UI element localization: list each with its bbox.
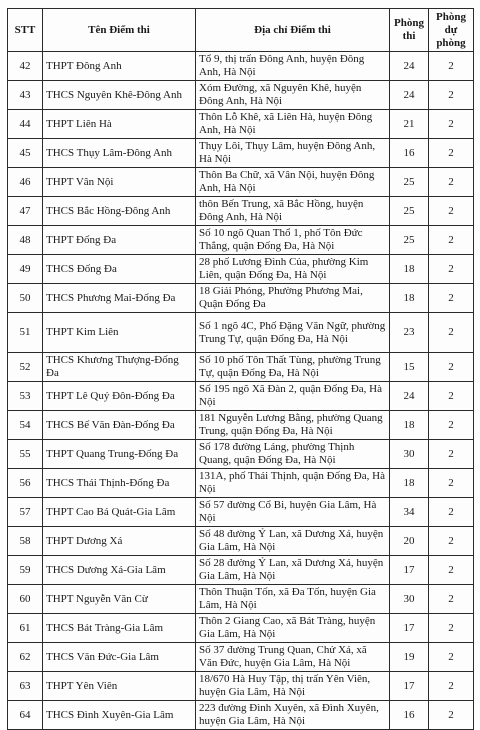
cell-venue-address: 223 đường Đình Xuyên, xã Đình Xuyên, huyện Gia Lâm, Hà Nội <box>196 701 390 730</box>
cell-reserve-rooms: 2 <box>429 255 474 284</box>
cell-reserve-rooms: 2 <box>429 382 474 411</box>
cell-venue-name: THCS Văn Đức-Gia Lâm <box>43 643 196 672</box>
cell-exam-rooms: 21 <box>390 110 429 139</box>
cell-exam-rooms: 18 <box>390 255 429 284</box>
cell-venue-address: Thụy Lôi, Thụy Lâm, huyện Đông Anh, Hà Nội <box>196 139 390 168</box>
table-row <box>8 139 474 168</box>
cell-reserve-rooms: 2 <box>429 643 474 672</box>
cell-venue-address: Thôn Ba Chữ, xã Vân Nội, huyện Đông Anh, Hà Nội <box>196 168 390 197</box>
cell-venue-address: 131A, phố Thái Thịnh, quận Đống Đa, Hà Nội <box>196 469 390 498</box>
cell-venue-address: Số 57 đường Cổ Bi, huyện Gia Lâm, Hà Nội <box>196 498 390 527</box>
cell-exam-rooms: 18 <box>390 411 429 440</box>
cell-venue-name: THPT Liên Hà <box>43 110 196 139</box>
cell-exam-rooms: 30 <box>390 585 429 614</box>
cell-venue-name: THPT Đông Anh <box>43 52 196 81</box>
cell-venue-address: 18/670 Hà Huy Tập, thị trấn Yên Viên, huyện Gia Lâm, Hà Nội <box>196 672 390 701</box>
cell-venue-name: THCS Bế Văn Đàn-Đống Đa <box>43 411 196 440</box>
cell-reserve-rooms: 2 <box>429 411 474 440</box>
cell-venue-address: 18 Giải Phóng, Phường Phương Mai, Quận Đống Đa <box>196 284 390 313</box>
cell-stt: 44 <box>8 110 43 139</box>
cell-venue-name: THCS Thái Thịnh-Đống Đa <box>43 469 196 498</box>
cell-venue-name: THCS Đình Xuyên-Gia Lâm <box>43 701 196 730</box>
cell-exam-rooms: 34 <box>390 498 429 527</box>
cell-stt: 55 <box>8 440 43 469</box>
cell-venue-name: THCS Bắc Hồng-Đông Anh <box>43 197 196 226</box>
cell-reserve-rooms: 2 <box>429 353 474 382</box>
cell-venue-name: THPT Lê Quý Đôn-Đống Đa <box>43 382 196 411</box>
table-row <box>8 556 474 585</box>
cell-stt: 57 <box>8 498 43 527</box>
header-venue-name: Tên Điểm thi <box>43 9 196 52</box>
table-row <box>8 226 474 255</box>
cell-venue-address: Số 195 ngõ Xã Đàn 2, quận Đống Đa, Hà Nội <box>196 382 390 411</box>
cell-venue-address: Tổ 9, thị trấn Đông Anh, huyện Đông Anh, Hà Nội <box>196 52 390 81</box>
cell-exam-rooms: 24 <box>390 81 429 110</box>
cell-venue-name: THPT Yên Viên <box>43 672 196 701</box>
cell-exam-rooms: 25 <box>390 168 429 197</box>
cell-exam-rooms: 15 <box>390 353 429 382</box>
cell-venue-address: Số 178 đường Láng, phường Thịnh Quang, quận Đống Đa, Hà Nội <box>196 440 390 469</box>
cell-venue-address: Số 10 ngõ Quan Thổ 1, phố Tôn Đức Thắng, quận Đống Đa, Hà Nội <box>196 226 390 255</box>
table-row <box>8 643 474 672</box>
cell-venue-address: Xóm Đường, xã Nguyên Khê, huyện Đông Anh, Hà Nội <box>196 81 390 110</box>
table-row <box>8 411 474 440</box>
cell-reserve-rooms: 2 <box>429 284 474 313</box>
exam-venue-table <box>7 8 474 730</box>
cell-stt: 59 <box>8 556 43 585</box>
cell-exam-rooms: 20 <box>390 527 429 556</box>
cell-venue-address: Thôn Thuận Tốn, xã Đa Tốn, huyện Gia Lâm, Hà Nội <box>196 585 390 614</box>
cell-reserve-rooms: 2 <box>429 469 474 498</box>
cell-reserve-rooms: 2 <box>429 701 474 730</box>
header-venue-address: Địa chỉ Điểm thi <box>196 9 390 52</box>
table-row <box>8 701 474 730</box>
cell-reserve-rooms: 2 <box>429 168 474 197</box>
table-row <box>8 440 474 469</box>
cell-reserve-rooms: 2 <box>429 672 474 701</box>
cell-exam-rooms: 18 <box>390 284 429 313</box>
cell-venue-address: Số 48 đường Ỷ Lan, xã Dương Xá, huyện Gia Lâm, Hà Nội <box>196 527 390 556</box>
cell-venue-address: Số 10 phố Tôn Thất Tùng, phường Trung Tự, quận Đống Đa, Hà Nội <box>196 353 390 382</box>
table-row <box>8 614 474 643</box>
cell-venue-name: THPT Kim Liên <box>43 313 196 353</box>
table-row <box>8 527 474 556</box>
cell-venue-name: THCS Bát Tràng-Gia Lâm <box>43 614 196 643</box>
cell-stt: 50 <box>8 284 43 313</box>
table-header-row <box>8 9 474 52</box>
cell-reserve-rooms: 2 <box>429 614 474 643</box>
table-row <box>8 469 474 498</box>
cell-reserve-rooms: 2 <box>429 313 474 353</box>
cell-reserve-rooms: 2 <box>429 110 474 139</box>
cell-exam-rooms: 16 <box>390 701 429 730</box>
table-body <box>8 52 474 730</box>
cell-stt: 48 <box>8 226 43 255</box>
cell-venue-name: THCS Khương Thượng-Đống Đa <box>43 353 196 382</box>
cell-reserve-rooms: 2 <box>429 440 474 469</box>
table-row <box>8 313 474 353</box>
cell-exam-rooms: 30 <box>390 440 429 469</box>
cell-reserve-rooms: 2 <box>429 585 474 614</box>
cell-reserve-rooms: 2 <box>429 139 474 168</box>
header-reserve-rooms: Phòng dự phòng <box>429 9 474 52</box>
header-exam-rooms: Phòng thi <box>390 9 429 52</box>
cell-reserve-rooms: 2 <box>429 81 474 110</box>
cell-venue-address: Thôn Lỗ Khê, xã Liên Hà, huyện Đông Anh, Hà Nội <box>196 110 390 139</box>
cell-exam-rooms: 17 <box>390 672 429 701</box>
cell-stt: 43 <box>8 81 43 110</box>
table-row <box>8 498 474 527</box>
cell-stt: 49 <box>8 255 43 284</box>
table-row <box>8 672 474 701</box>
cell-exam-rooms: 25 <box>390 197 429 226</box>
header-stt: STT <box>8 9 43 52</box>
cell-exam-rooms: 18 <box>390 469 429 498</box>
cell-stt: 54 <box>8 411 43 440</box>
cell-stt: 62 <box>8 643 43 672</box>
cell-exam-rooms: 24 <box>390 52 429 81</box>
cell-reserve-rooms: 2 <box>429 527 474 556</box>
cell-venue-name: THPT Đống Đa <box>43 226 196 255</box>
cell-venue-name: THCS Nguyên Khê-Đông Anh <box>43 81 196 110</box>
cell-reserve-rooms: 2 <box>429 498 474 527</box>
cell-stt: 52 <box>8 353 43 382</box>
cell-venue-name: THCS Đống Đa <box>43 255 196 284</box>
table-row <box>8 110 474 139</box>
cell-stt: 42 <box>8 52 43 81</box>
cell-exam-rooms: 16 <box>390 139 429 168</box>
cell-exam-rooms: 24 <box>390 382 429 411</box>
cell-stt: 47 <box>8 197 43 226</box>
cell-reserve-rooms: 2 <box>429 226 474 255</box>
cell-venue-address: Số 37 đường Trung Quan, Chử Xá, xã Văn Đức, huyện Gia Lâm, Hà Nội <box>196 643 390 672</box>
cell-venue-name: THPT Quang Trung-Đống Đa <box>43 440 196 469</box>
cell-stt: 46 <box>8 168 43 197</box>
cell-venue-name: THPT Vân Nội <box>43 168 196 197</box>
cell-exam-rooms: 23 <box>390 313 429 353</box>
cell-stt: 51 <box>8 313 43 353</box>
table-row <box>8 353 474 382</box>
cell-exam-rooms: 17 <box>390 614 429 643</box>
cell-venue-address: Thôn 2 Giang Cao, xã Bát Tràng, huyện Gia Lâm, Hà Nội <box>196 614 390 643</box>
cell-stt: 63 <box>8 672 43 701</box>
cell-venue-address: thôn Bến Trung, xã Bắc Hồng, huyện Đông Anh, Hà Nội <box>196 197 390 226</box>
cell-venue-address: 181 Nguyễn Lương Bằng, phường Quang Trung, quận Đống Đa, Hà Nội <box>196 411 390 440</box>
cell-venue-address: Số 28 đường Ỷ Lan, xã Dương Xá, huyện Gia Lâm, Hà Nội <box>196 556 390 585</box>
table-row <box>8 382 474 411</box>
cell-venue-name: THCS Phương Mai-Đống Đa <box>43 284 196 313</box>
cell-venue-name: THPT Nguyễn Văn Cừ <box>43 585 196 614</box>
table-row <box>8 197 474 226</box>
cell-stt: 64 <box>8 701 43 730</box>
cell-reserve-rooms: 2 <box>429 197 474 226</box>
cell-exam-rooms: 17 <box>390 556 429 585</box>
cell-venue-name: THPT Cao Bá Quát-Gia Lâm <box>43 498 196 527</box>
cell-exam-rooms: 25 <box>390 226 429 255</box>
cell-exam-rooms: 19 <box>390 643 429 672</box>
cell-venue-address: Số 1 ngõ 4C, Phố Đặng Văn Ngữ, phường Trung Tự, quận Đống Đa, Hà Nội <box>196 313 390 353</box>
cell-stt: 61 <box>8 614 43 643</box>
table-row <box>8 284 474 313</box>
cell-stt: 58 <box>8 527 43 556</box>
table-row <box>8 168 474 197</box>
cell-venue-name: THPT Dương Xá <box>43 527 196 556</box>
table-row <box>8 52 474 81</box>
table-row <box>8 585 474 614</box>
cell-stt: 60 <box>8 585 43 614</box>
cell-stt: 53 <box>8 382 43 411</box>
cell-venue-name: THCS Dương Xá-Gia Lâm <box>43 556 196 585</box>
cell-venue-address: 28 phố Lương Đình Của, phường Kim Liên, quận Đống Đa, Hà Nội <box>196 255 390 284</box>
cell-stt: 56 <box>8 469 43 498</box>
table-row <box>8 81 474 110</box>
cell-stt: 45 <box>8 139 43 168</box>
table-row <box>8 255 474 284</box>
cell-reserve-rooms: 2 <box>429 52 474 81</box>
cell-reserve-rooms: 2 <box>429 556 474 585</box>
cell-venue-name: THCS Thụy Lâm-Đông Anh <box>43 139 196 168</box>
